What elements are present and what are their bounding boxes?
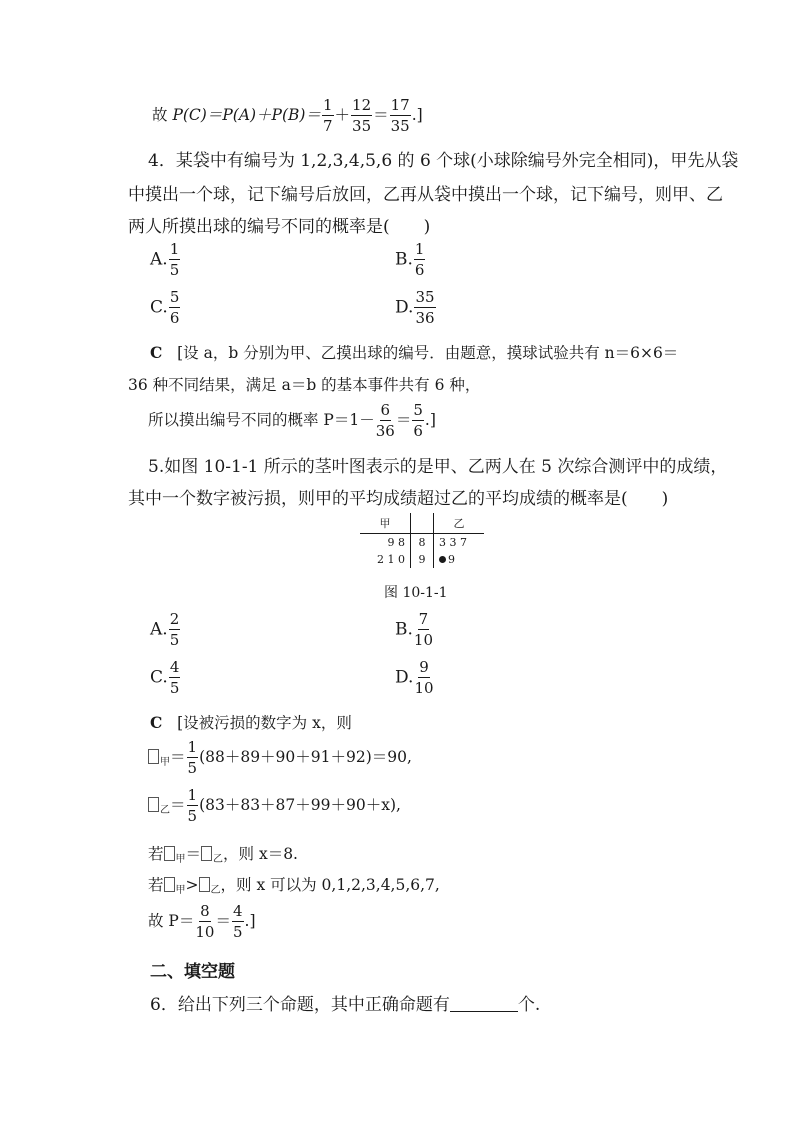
subscript: 乙: [213, 854, 224, 865]
text: ，则 x＝8.: [223, 845, 298, 863]
numerator: 1: [187, 738, 198, 756]
numerator: 12: [352, 96, 372, 114]
stem-header-left: 甲: [360, 513, 411, 534]
stem-header-stem: [411, 513, 434, 534]
solution-text: [设 a，b 分别为甲、乙摸出球的编号．由题意，摸球试验共有 n＝6×6＝: [177, 344, 679, 362]
fraction: [414, 660, 433, 696]
text: .]: [424, 411, 436, 429]
stem-header-right: 乙: [434, 513, 485, 534]
operator: >: [185, 876, 199, 894]
fraction: [376, 403, 395, 439]
denominator: 5: [169, 631, 180, 649]
q5-solution-line1: [150, 711, 352, 733]
text: 故: [152, 106, 168, 124]
denominator: 5: [169, 679, 180, 697]
denominator: 10: [413, 631, 433, 649]
figure-caption: 图 10-1-1: [384, 585, 448, 601]
fraction: [412, 403, 424, 439]
denominator: 35: [352, 117, 372, 135]
option-label: A.: [150, 619, 168, 640]
numerator: 7: [418, 610, 429, 628]
expression: (88＋89＋90＋91＋92)＝90,: [199, 748, 412, 766]
denominator: 5: [187, 759, 198, 777]
fraction: [169, 290, 181, 326]
fraction: [414, 612, 433, 648]
q4-solution-line3: [148, 403, 436, 439]
question-text: 个.: [517, 995, 541, 1015]
subscript: 甲: [175, 854, 186, 865]
denominator: 36: [375, 422, 395, 440]
denominator: 5: [232, 923, 243, 941]
fraction: [232, 904, 244, 940]
text: 若: [148, 845, 164, 863]
mean-symbol-icon: [201, 846, 212, 861]
q4-solution-line1: [150, 341, 678, 363]
fraction: [187, 740, 199, 776]
numerator: 17: [390, 96, 410, 114]
q4-option-a: [150, 242, 181, 278]
operator: ＝: [185, 845, 202, 863]
numerator: 5: [169, 288, 180, 306]
operator: ＝: [170, 796, 186, 814]
numerator: 1: [169, 240, 180, 258]
denominator: 35: [390, 117, 410, 135]
row1-leaves-left: 9 8: [360, 534, 411, 552]
text: .]: [244, 912, 256, 930]
fraction: [169, 660, 181, 696]
denominator: 36: [415, 309, 435, 327]
question-text: 6．给出下列三个命题，其中正确命题有: [150, 995, 450, 1015]
operator: ＝: [170, 748, 186, 766]
fraction: [322, 98, 334, 134]
q4-option-d: [395, 290, 437, 326]
denominator: 10: [195, 923, 215, 941]
condition-greater-line: [148, 873, 440, 896]
answer-letter: C: [150, 343, 163, 362]
row2-leaves-left: 2 1 0: [360, 551, 411, 568]
fraction: [414, 290, 435, 326]
option-label: D.: [395, 667, 414, 688]
text: ，则 x 可以为 0,1,2,3,4,5,6,7,: [220, 876, 440, 894]
text: 若: [148, 876, 164, 894]
fraction: [187, 788, 199, 824]
numerator: 1: [414, 240, 425, 258]
operator: ＝: [215, 912, 231, 930]
previous-solution-conclusion: [152, 98, 423, 134]
fraction: [195, 904, 214, 940]
option-label: B.: [395, 619, 413, 640]
text: 故 P＝: [148, 912, 195, 930]
condition-equal-line: [148, 842, 298, 865]
mean-jia-line: [148, 740, 412, 776]
denominator: 6: [413, 422, 423, 440]
numerator: 2: [169, 610, 180, 628]
operator: ＝: [395, 411, 412, 429]
denominator: 6: [414, 261, 425, 279]
q4-line1: 4．某袋中有编号为 1,2,3,4,5,6 的 6 个球(小球除编号外完全相同)，甲先从袋: [148, 151, 739, 171]
row2-stem: 9: [411, 551, 434, 568]
solution-text: 所以摸出编号不同的概率 P＝1－: [148, 411, 375, 429]
option-label: D.: [395, 297, 414, 318]
subscript: 乙: [210, 885, 221, 896]
numerator: 9: [419, 658, 429, 676]
fraction: [169, 612, 181, 648]
fraction: [351, 98, 372, 134]
option-label: C.: [150, 667, 168, 688]
q5-option-b: [395, 612, 434, 648]
denominator: 10: [414, 679, 434, 697]
row2-leaves-right-cell: [434, 551, 485, 568]
numerator: 4: [169, 658, 180, 676]
q5-option-d: [395, 660, 435, 696]
q4-line3: 两人所摸出球的编号不同的概率是( ): [128, 217, 431, 237]
fraction: [169, 242, 181, 278]
answer-blank[interactable]: [450, 997, 518, 1012]
denominator: 5: [187, 807, 198, 825]
row2-leaves-right: 9: [448, 553, 455, 566]
q4-option-c: [150, 290, 181, 326]
q4-option-b: [395, 242, 426, 278]
numerator: 8: [200, 902, 210, 920]
option-label: C.: [150, 297, 168, 318]
q4-line2: 中摸出一个球，记下编号后放回，乙再从袋中摸出一个球，记下编号，则甲、乙: [128, 185, 723, 205]
mean-symbol-icon: [164, 877, 175, 892]
fraction: [390, 98, 411, 134]
option-label: A.: [150, 249, 168, 270]
denominator: 5: [169, 261, 180, 279]
option-label: B.: [395, 249, 413, 270]
operator: ＋: [334, 106, 351, 124]
mean-symbol-icon: [148, 797, 159, 812]
numerator: 4: [232, 902, 243, 920]
row1-stem: 8: [411, 534, 434, 552]
final-probability-line: [148, 904, 256, 940]
subscript: 乙: [160, 805, 170, 816]
numerator: 35: [415, 288, 435, 306]
stem-leaf-plot: [360, 513, 484, 568]
operator: ＝: [373, 106, 389, 124]
subscript: 甲: [160, 757, 170, 768]
solution-text: [设被污损的数字为 x，则: [177, 714, 352, 732]
q5-line1: 5.如图 10-1-1 所示的茎叶图表示的是甲、乙两人在 5 次综合测评中的成绩，: [148, 457, 728, 477]
denominator: 7: [322, 117, 333, 135]
subscript: 甲: [175, 885, 186, 896]
mean-symbol-icon: [199, 877, 210, 892]
answer-letter: C: [150, 713, 163, 732]
mean-symbol-icon: [148, 749, 159, 764]
formula: P(C)＝P(A)＋P(B)＝: [172, 106, 321, 124]
mean-symbol-icon: [164, 846, 175, 861]
mean-yi-line: [148, 788, 401, 824]
numerator: 5: [413, 401, 423, 419]
text: .]: [411, 106, 423, 124]
numerator: 1: [322, 96, 333, 114]
q6-line: [150, 990, 540, 1015]
q4-solution-line2: 36 种不同结果，满足 a＝b 的基本事件共有 6 种，: [128, 376, 481, 394]
fraction: [414, 242, 426, 278]
q5-option-a: [150, 612, 181, 648]
numerator: 1: [187, 786, 198, 804]
section-heading: 二、填空题: [150, 962, 235, 982]
q5-line2: 其中一个数字被污损，则甲的平均成绩超过乙的平均成绩的概率是( ): [128, 489, 669, 509]
smudge-dot-icon: [439, 556, 446, 563]
row1-leaves-right: 3 3 7: [439, 536, 467, 549]
denominator: 6: [169, 309, 180, 327]
q5-option-c: [150, 660, 181, 696]
numerator: 6: [380, 401, 391, 419]
expression: (83＋83＋87＋99＋90＋x),: [199, 796, 401, 814]
